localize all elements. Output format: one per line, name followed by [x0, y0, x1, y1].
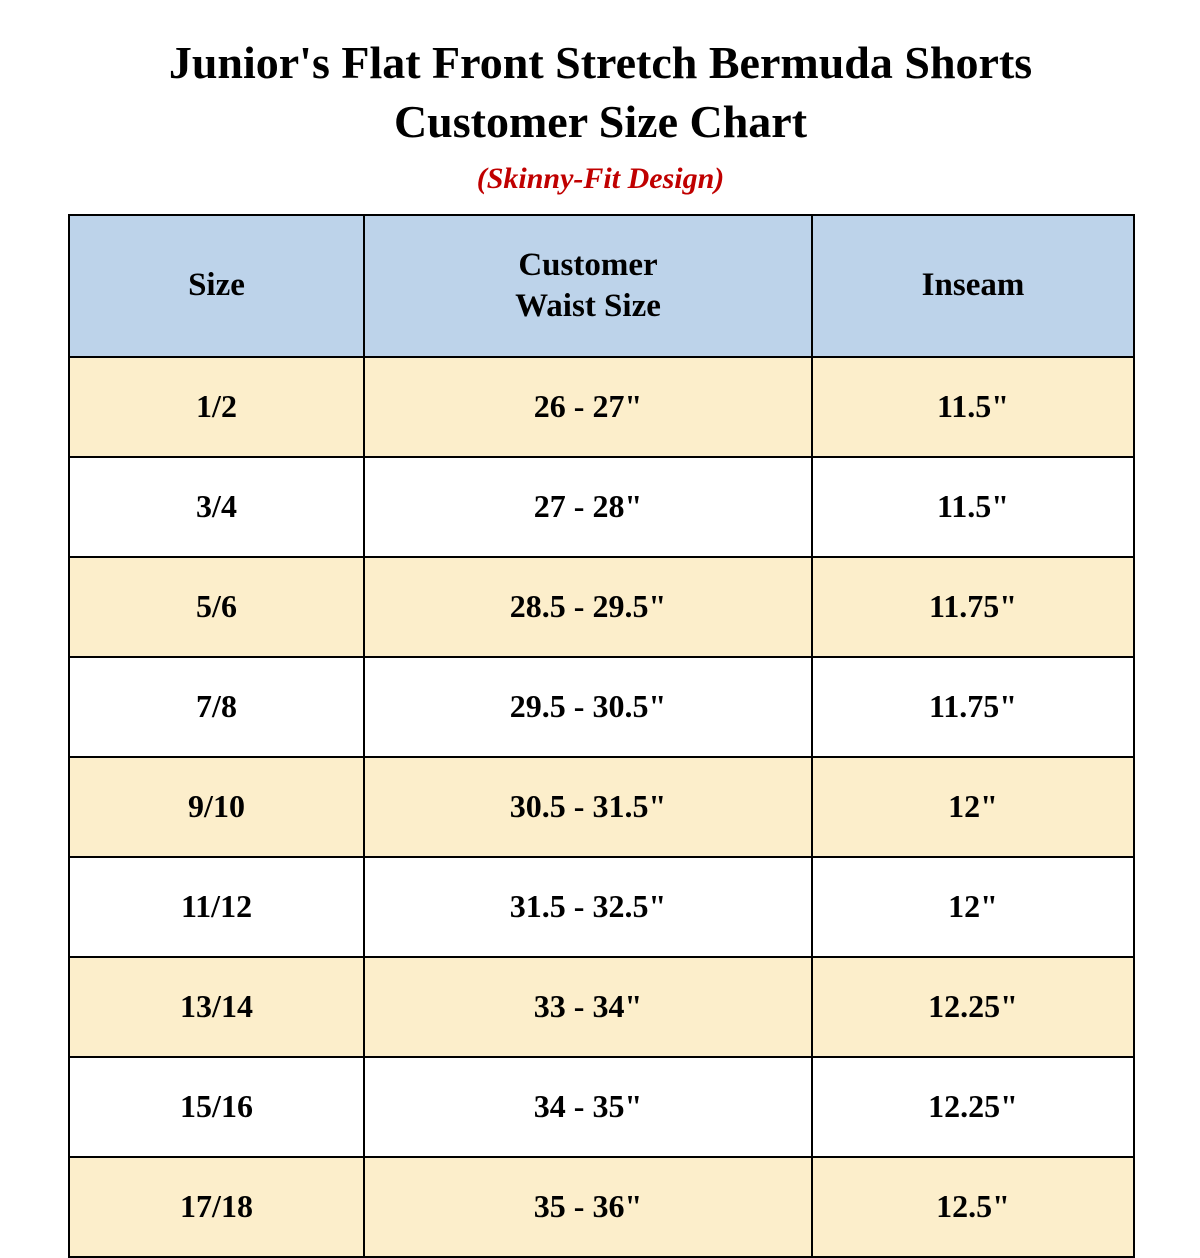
cell-inseam: 12.25" — [812, 957, 1134, 1057]
column-header-size — [69, 215, 364, 357]
cell-inseam: 11.75" — [812, 557, 1134, 657]
column-header-size-line-1: Size — [188, 267, 245, 304]
size-chart-table — [68, 214, 1135, 1258]
table-row — [69, 1157, 1134, 1257]
table-row — [69, 1057, 1134, 1157]
cell-waist: 31.5 - 32.5" — [364, 857, 812, 957]
cell-size: 3/4 — [69, 457, 364, 557]
cell-size: 7/8 — [69, 657, 364, 757]
cell-waist: 30.5 - 31.5" — [364, 757, 812, 857]
cell-inseam: 11.5" — [812, 357, 1134, 457]
table-row — [69, 357, 1134, 457]
cell-size: 15/16 — [69, 1057, 364, 1157]
cell-inseam: 11.5" — [812, 457, 1134, 557]
column-header-waist-line-1: Customer — [518, 246, 658, 283]
cell-waist: 27 - 28" — [364, 457, 812, 557]
cell-waist: 26 - 27" — [364, 357, 812, 457]
cell-waist: 28.5 - 29.5" — [364, 557, 812, 657]
table-row — [69, 657, 1134, 757]
table-header-row — [69, 215, 1134, 357]
column-header-waist-line-2: Waist Size — [515, 287, 661, 324]
page-title-line-2: Customer Size Chart — [393, 95, 808, 147]
cell-size: 1/2 — [69, 357, 364, 457]
table-body — [69, 357, 1134, 1257]
cell-size: 9/10 — [69, 757, 364, 857]
cell-size: 17/18 — [69, 1157, 364, 1257]
cell-waist: 33 - 34" — [364, 957, 812, 1057]
cell-waist: 35 - 36" — [364, 1157, 812, 1257]
size-chart-container — [68, 0, 1133, 1225]
cell-inseam: 12" — [812, 857, 1134, 957]
cell-size: 13/14 — [69, 957, 364, 1057]
column-header-waist — [364, 215, 812, 357]
chart-header — [68, 0, 1133, 214]
cell-inseam: 12.25" — [812, 1057, 1134, 1157]
page-subtitle: (Skinny-Fit Design) — [476, 161, 725, 195]
cell-inseam: 11.75" — [812, 657, 1134, 757]
table-row — [69, 857, 1134, 957]
cell-inseam: 12.5" — [812, 1157, 1134, 1257]
page-title-line-1: Junior's Flat Front Stretch Bermuda Shorts — [168, 37, 1033, 88]
cell-inseam: 12" — [812, 757, 1134, 857]
table-row — [69, 757, 1134, 857]
cell-size: 11/12 — [69, 857, 364, 957]
column-header-inseam — [812, 215, 1134, 357]
cell-waist: 29.5 - 30.5" — [364, 657, 812, 757]
table-row — [69, 957, 1134, 1057]
cell-waist: 34 - 35" — [364, 1057, 812, 1157]
table-row — [69, 557, 1134, 657]
column-header-inseam-line-1: Inseam — [921, 267, 1025, 304]
table-row — [69, 457, 1134, 557]
table-header — [69, 215, 1134, 357]
cell-size: 5/6 — [69, 557, 364, 657]
